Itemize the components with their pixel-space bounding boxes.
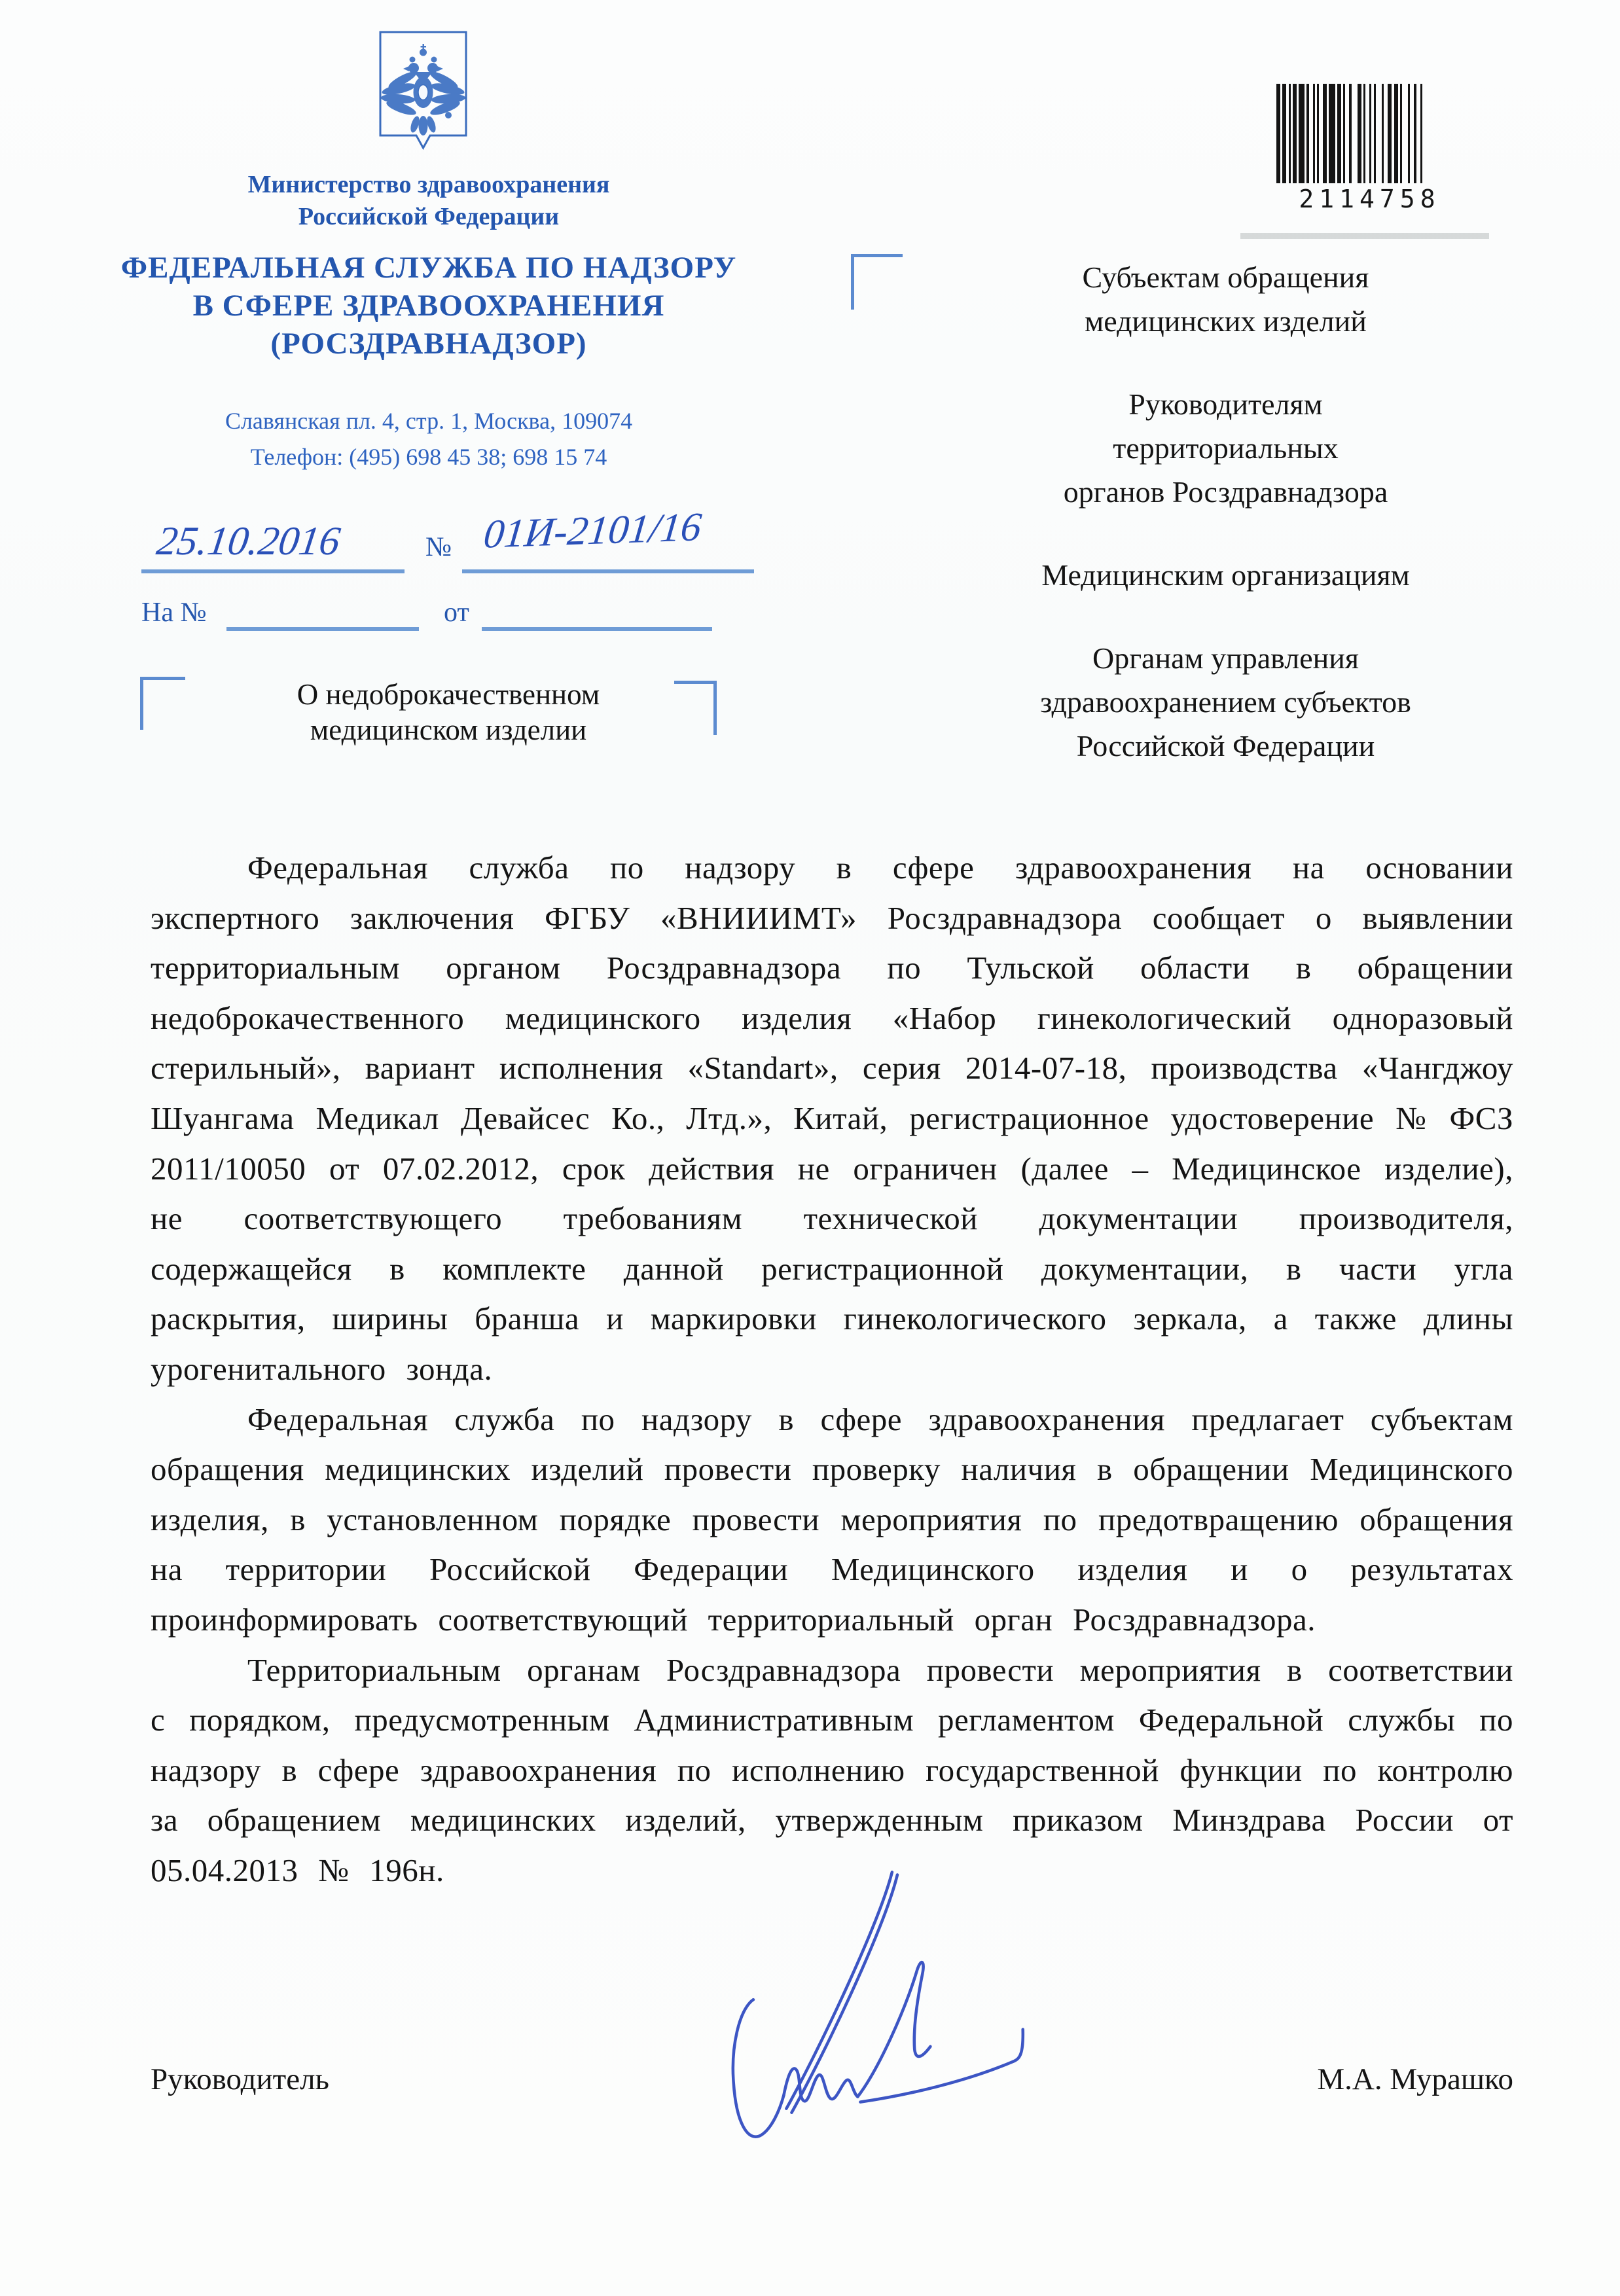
recipient-line: Органам управления	[1092, 641, 1359, 675]
recipient-group	[916, 382, 1535, 514]
scan-artifact-line	[1240, 233, 1489, 239]
reply-number-underline	[226, 627, 419, 631]
barcode	[1276, 84, 1463, 183]
recipient-group	[916, 636, 1535, 768]
recipient-line: медицинских изделий	[1085, 304, 1367, 338]
recipients-corner-bracket	[851, 254, 903, 310]
service-name-line2: В СФЕРЕ ЗДРАВООХРАНЕНИЯ	[192, 289, 665, 323]
body-paragraph: Территориальным органам Росздравнадзора провести мероприятия в соответствии с порядком, предусмотренным Административным регламентом Федеральной службы по надзору в сфере здравоохранения по исполнению государственной функции по контролю за обращением медицинских изделий, утвержденным приказом Минздрава России от 05.04.2013 № 196н.	[151, 1651, 1513, 1888]
date-underline	[141, 569, 405, 573]
recipients-block	[916, 255, 1535, 807]
recipient-line: Медицинским организациям	[1041, 558, 1410, 592]
body-paragraph: Федеральная служба по надзору в сфере здравоохранения на основании экспертного заключения ФГБУ «ВНИИИМТ» Росздравнадзора сообщает о выявлении территориальным органом Росздравнадзора по Тульской области в обращении недоброкачественного медицинского изделия «Набор гинекологический одноразовый стерильный», вариант исполнения «Standart», серия 2014-07-18, производства «Чангджоу Шуангама Медикал Девайсес Ко., Лтд.», Китай, регистрационное удостоверение № ФСЗ 2011/10050 от 07.02.2012, срок действия не ограничен (далее – Медицинское изделие), не соответствующего требованиям технической документации производителя, содержащейся в комплекте данной регистрационной документации, в части угла раскрытия, ширины бранша и маркировки гинекологического зеркала, а также длины урогенитального зонда.	[151, 850, 1513, 1387]
subject-line1: О недоброкачественном	[297, 678, 600, 711]
handwritten-signature	[687, 1871, 1044, 2175]
ministry-name-line2: Российской Федерации	[298, 203, 560, 230]
double-headed-eagle-icon	[375, 29, 471, 164]
recipient-group	[916, 255, 1535, 343]
recipient-line: Российской Федерации	[1076, 729, 1375, 762]
service-name-line3: (РОСЗДРАВНАДЗОР)	[270, 327, 587, 361]
phone-line: Телефон: (495) 698 45 38; 698 15 74	[250, 444, 607, 470]
reply-date-underline	[482, 627, 712, 631]
signer-name: М.А. Мурашко	[1317, 2062, 1513, 2096]
address-line: Славянская пл. 4, стр. 1, Москва, 109074	[225, 408, 633, 434]
address-block	[98, 403, 759, 475]
coat-of-arms-emblem	[375, 29, 471, 168]
subject-line2: медицинском изделии	[310, 713, 587, 746]
ministry-name-line1: Министерство здравоохранения	[247, 171, 610, 198]
recipient-group	[916, 553, 1535, 597]
recipient-line: Руководителям	[1128, 387, 1323, 421]
service-name	[98, 249, 759, 363]
reply-from-label: от	[444, 598, 469, 628]
recipient-line: здравоохранением субъектов	[1040, 685, 1411, 719]
body-text	[151, 843, 1513, 1895]
ministry-name	[98, 169, 759, 233]
service-name-line1: ФЕДЕРАЛЬНАЯ СЛУЖБА ПО НАДЗОРУ	[120, 251, 737, 285]
reply-to-number-label: На №	[141, 598, 207, 628]
signer-title: Руководитель	[151, 2062, 329, 2096]
number-underline	[462, 569, 754, 573]
recipient-line: органов Росздравнадзора	[1063, 475, 1388, 509]
recipient-line: территориальных	[1113, 431, 1339, 465]
subject-corner-bracket-left	[140, 677, 185, 730]
subject-block	[196, 677, 700, 747]
barcode-bars	[1276, 84, 1463, 183]
signature-ink-icon	[687, 1871, 1044, 2175]
handwritten-outgoing-number: 01И-2101/16	[481, 505, 704, 557]
number-sign-label: №	[425, 532, 452, 562]
body-paragraph: Федеральная служба по надзору в сфере здравоохранения предлагает субъектам обращения медицинских изделий провести проверку наличия в обращении Медицинского изделия, в установленном порядке провести мероприятия по предотвращению обращения на территории Российской Федерации Медицинского изделия и о результатах проинформировать соответствующий территориальный орган Росздравнадзора.	[151, 1401, 1513, 1638]
recipient-line: Субъектам обращения	[1082, 260, 1369, 294]
barcode-digits: 2114758	[1299, 185, 1441, 213]
handwritten-date: 25.10.2016	[154, 519, 343, 564]
